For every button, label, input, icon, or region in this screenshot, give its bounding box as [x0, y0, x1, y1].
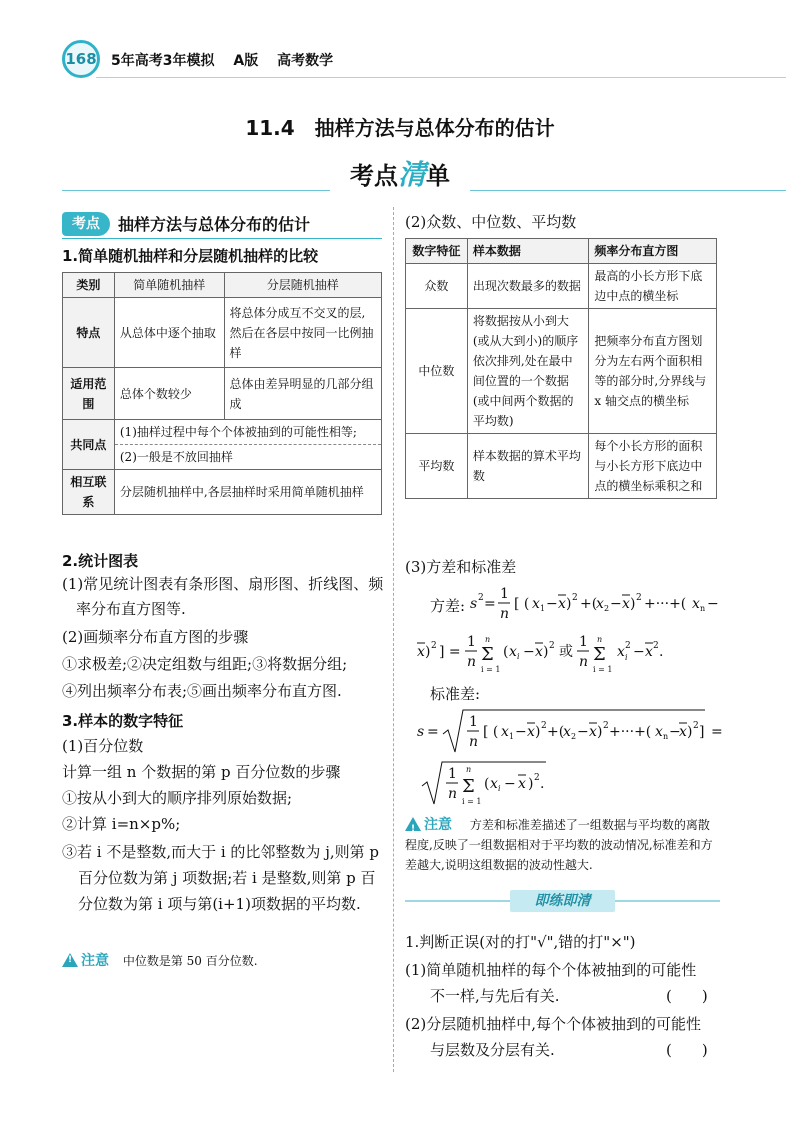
cell-stratified: 总体由差异明显的几部分组成 [224, 368, 381, 420]
cell-stratified: 将总体分成互不交叉的层,然后在各层中按同一比例抽样 [224, 298, 381, 368]
table-header-row [63, 273, 382, 298]
svg-text:=: = [711, 724, 723, 740]
svg-text:n: n [579, 654, 589, 670]
table-row [406, 264, 717, 309]
left-s2-heading: 2.统计图表 [62, 552, 139, 570]
cell-sample: 出现次数最多的数据 [467, 264, 589, 309]
svg-text:x: x [692, 596, 700, 612]
svg-text:2: 2 [653, 641, 659, 651]
svg-text:): ) [543, 644, 549, 660]
svg-text:.: . [540, 776, 545, 792]
svg-text:x: x [527, 724, 535, 740]
svg-text:x: x [617, 644, 625, 660]
q1-1-line1: (1)简单随机抽样的每个个体被抽到的可能性 [405, 961, 697, 979]
kaodian-title: 抽样方法与总体分布的估计 [118, 215, 311, 234]
svg-text:Σ: Σ [462, 776, 475, 797]
note-text: 中位数是第 50 百分位数. [122, 954, 258, 968]
svg-text:或: 或 [559, 644, 573, 660]
svg-text:n: n [448, 786, 458, 802]
section-banner [330, 153, 470, 193]
common-line1: (1)抽样过程中每个个体被抽到的可能性相等; [115, 420, 381, 445]
th-category: 类别 [63, 273, 115, 298]
kaodian-rule [62, 238, 382, 239]
cell-simple: 总体个数较少 [114, 368, 224, 420]
warning-icon [405, 817, 421, 831]
svg-text:i = 1: i = 1 [593, 665, 613, 674]
warning-icon [62, 953, 78, 967]
th-sample: 样本数据 [467, 239, 589, 264]
s3-line4: ②计算 i=n×p%; [62, 815, 181, 833]
variance-label: 方差: [430, 597, 466, 615]
svg-text:2: 2 [572, 593, 578, 603]
svg-text:x: x [532, 596, 540, 612]
svg-text:x: x [645, 644, 653, 660]
svg-text:2: 2 [625, 641, 631, 651]
svg-text:=: = [484, 596, 496, 612]
cell-histogram: 每个小长方形的面积与小长方形下底边中点的横坐标乘积之和 [589, 434, 717, 499]
svg-text:−: − [707, 596, 719, 612]
s3-line3: ①按从小到大的顺序排列原始数据; [62, 789, 293, 807]
svg-text:2: 2 [604, 604, 610, 613]
svg-text:x: x [563, 724, 571, 740]
book-title: 5年高考3年模拟 [111, 53, 215, 69]
svg-text:x: x [535, 644, 543, 660]
row-category: 特点 [63, 298, 115, 368]
svg-text:n: n [700, 604, 706, 613]
svg-text:2: 2 [693, 721, 699, 731]
table-row [63, 368, 382, 420]
svg-text:n: n [485, 635, 491, 644]
svg-text:2: 2 [478, 593, 484, 603]
practice-banner [405, 890, 720, 912]
variance-formula-cont [415, 632, 715, 682]
table-row [406, 434, 717, 499]
sd-label: 标准差: [430, 685, 481, 703]
svg-text:]: ] [699, 724, 705, 740]
cell-simple: 从总体中逐个抽取 [114, 298, 224, 368]
svg-text:] =: ] = [439, 644, 461, 660]
note-text: 方差和标准差描述了一组数据与平均数的离散程度,反映了一组数据相对于平均数的波动情况,标准差和方差越大,说明这组数据的波动性越大. [405, 818, 713, 872]
cell-relation: 分层随机抽样中,各层抽样时采用简单随机抽样 [114, 470, 381, 515]
row-category: 相互联系 [63, 470, 115, 515]
s2-line2: (2)画频率分布直方图的步骤 [62, 628, 249, 646]
subject: 高考数学 [277, 53, 334, 69]
svg-text:): ) [425, 644, 431, 660]
svg-text:1: 1 [509, 732, 515, 741]
banner-part1: 考点 [349, 162, 398, 190]
running-header [111, 50, 347, 70]
svg-text:): ) [566, 596, 572, 612]
cell-sample: 样本数据的算术平均数 [467, 434, 589, 499]
edition: A版 [233, 53, 259, 69]
row-category: 中位数 [406, 309, 468, 434]
svg-text:): ) [597, 724, 603, 740]
s2-line3: ①求极差;②决定组数与组距;③将数据分组; [62, 655, 348, 673]
numeric-features-table [405, 238, 717, 499]
th-simple: 简单随机抽样 [114, 273, 224, 298]
section-title [0, 112, 800, 141]
sd-formula [415, 706, 725, 758]
svg-text:x: x [622, 596, 630, 612]
svg-text:x: x [417, 644, 425, 660]
svg-text:i = 1: i = 1 [462, 797, 482, 806]
svg-text:n: n [500, 606, 510, 622]
svg-text:1: 1 [540, 604, 546, 613]
svg-text:−: − [669, 724, 681, 740]
s3-line1: (1)百分位数 [62, 737, 144, 755]
svg-text:−: − [577, 724, 589, 740]
practice-banner-label: 即练即清 [510, 890, 615, 912]
svg-text:n: n [663, 732, 669, 741]
q1-1-line2: 不一样,与先后有关. [430, 987, 560, 1005]
svg-text:−: − [504, 776, 516, 792]
s2-line4: ④列出频率分布表;⑤画出频率分布直方图. [62, 682, 342, 700]
svg-text:): ) [528, 776, 534, 792]
svg-text:1: 1 [467, 634, 476, 650]
s3-line5: ③若 i 不是整数,而大于 i 的比邻整数为 j,则第 p 百分位数为第 j 项数据;若 i 是整数,则第 p 百分位数为第 i 项与第(i+1)项数据的平均数. [62, 843, 379, 913]
svg-text:2: 2 [431, 641, 437, 651]
svg-text:x: x [558, 596, 566, 612]
banner-rule-right [470, 190, 786, 191]
q1-2-line1: (2)分层随机抽样中,每个个体被抽到的可能性 [405, 1015, 702, 1033]
svg-text:x: x [490, 776, 498, 792]
banner-part3: 单 [426, 162, 450, 190]
row-category: 众数 [406, 264, 468, 309]
svg-text:−: − [610, 596, 622, 612]
left-s3-heading: 3.样本的数字特征 [62, 712, 184, 730]
svg-text:i: i [498, 784, 501, 793]
svg-text:x: x [509, 644, 517, 660]
note-label [405, 817, 452, 833]
table-row [63, 420, 382, 470]
right-s2-heading: (2)众数、中位数、平均数 [405, 213, 577, 231]
svg-text:2: 2 [603, 721, 609, 731]
svg-text:+(: +( [580, 596, 598, 612]
s2-line1: (1)常见统计图表有条形图、扇形图、折线图、频率分布直方图等. [62, 575, 384, 618]
svg-text:−: − [546, 596, 558, 612]
svg-text:−: − [523, 644, 535, 660]
svg-text:i = 1: i = 1 [481, 665, 501, 674]
left-note [62, 950, 258, 970]
svg-text:(: ( [503, 644, 509, 660]
note-label-text: 注意 [81, 953, 109, 969]
svg-text:[ (: [ ( [514, 596, 530, 612]
svg-text:n: n [597, 635, 603, 644]
row-category: 平均数 [406, 434, 468, 499]
row-category: 适用范围 [63, 368, 115, 420]
svg-text:Σ: Σ [593, 644, 606, 665]
cell-sample: 将数据按从小到大(或从大到小)的顺序依次排列,处在最中间位置的一个数据(或中间两个数据的平均数) [467, 309, 589, 434]
svg-text:i: i [625, 653, 628, 662]
table-row [63, 470, 382, 515]
svg-text:s: s [470, 596, 478, 612]
svg-text:i: i [517, 652, 520, 661]
common-line2: (2)一般是不放回抽样 [119, 450, 233, 464]
svg-text:x: x [596, 596, 604, 612]
th-stratified: 分层随机抽样 [224, 273, 381, 298]
svg-text:n: n [467, 654, 477, 670]
svg-text:(: ( [484, 776, 490, 792]
table-row [406, 309, 717, 434]
row-category: 共同点 [63, 420, 115, 470]
kaodian-tag: 考点 [62, 212, 110, 236]
svg-text:): ) [687, 724, 693, 740]
answer-paren-1[interactable]: ( ) [666, 987, 708, 1005]
cell-histogram: 最高的小长方形下底边中点的横坐标 [589, 264, 717, 309]
svg-text:x: x [518, 776, 526, 792]
svg-text:2: 2 [636, 593, 642, 603]
svg-text:−: − [515, 724, 527, 740]
banner-part2: 清 [397, 158, 426, 191]
s3-line2: 计算一组 n 个数据的第 p 百分位数的步骤 [62, 763, 341, 781]
svg-text:2: 2 [571, 732, 577, 741]
svg-text:n: n [469, 734, 479, 750]
left-s1-heading: 1.简单随机抽样和分层随机抽样的比较 [62, 247, 319, 265]
svg-text:x: x [589, 724, 597, 740]
svg-text:2: 2 [541, 721, 547, 731]
svg-text:−: − [633, 644, 645, 660]
svg-text:.: . [659, 644, 664, 660]
svg-text:+···+(: +···+( [609, 724, 652, 740]
svg-text:x: x [501, 724, 509, 740]
note-label [62, 953, 109, 969]
th-histogram: 频率分布直方图 [589, 239, 717, 264]
svg-text:n: n [466, 765, 472, 774]
banner-rule-left [62, 190, 330, 191]
svg-text:+(: +( [547, 724, 565, 740]
page-number-badge: 168 [62, 40, 100, 78]
svg-text:1: 1 [579, 634, 588, 650]
answer-paren-2[interactable]: ( ) [666, 1041, 708, 1059]
column-divider [393, 207, 394, 1072]
svg-text:): ) [535, 724, 541, 740]
th-feature: 数字特征 [406, 239, 468, 264]
svg-text:1: 1 [469, 714, 478, 730]
svg-text:1: 1 [448, 766, 457, 782]
section-title-text: 抽样方法与总体分布的估计 [314, 116, 555, 140]
svg-text:x: x [679, 724, 687, 740]
svg-text:2: 2 [534, 773, 540, 783]
svg-text:x: x [655, 724, 663, 740]
svg-text:Σ: Σ [481, 644, 494, 665]
note-label-text: 注意 [424, 817, 452, 833]
svg-text:+···+(: +···+( [644, 596, 687, 612]
svg-text:=: = [427, 724, 439, 740]
svg-text:s: s [417, 724, 425, 740]
section-number: 11.4 [245, 116, 295, 140]
right-note [405, 815, 721, 875]
cell-common [114, 420, 381, 470]
table-header-row [406, 239, 717, 264]
sd-formula-cont [420, 758, 570, 810]
svg-text:2: 2 [549, 641, 555, 651]
svg-text:): ) [630, 596, 636, 612]
header-rule [96, 77, 786, 78]
svg-text:[ (: [ ( [483, 724, 499, 740]
cell-histogram: 把频率分布直方图划分为左右两个面积相等的部分时,分界线与 x 轴交点的横坐标 [589, 309, 717, 434]
q1-heading: 1.判断正误(对的打"√",错的打"×") [405, 933, 636, 951]
sampling-comparison-table [62, 272, 382, 515]
svg-text:1: 1 [500, 586, 509, 602]
table-row [63, 298, 382, 368]
q1-2-line2: 与层数及分层有关. [430, 1041, 555, 1059]
right-s3-heading: (3)方差和标准差 [405, 558, 517, 576]
